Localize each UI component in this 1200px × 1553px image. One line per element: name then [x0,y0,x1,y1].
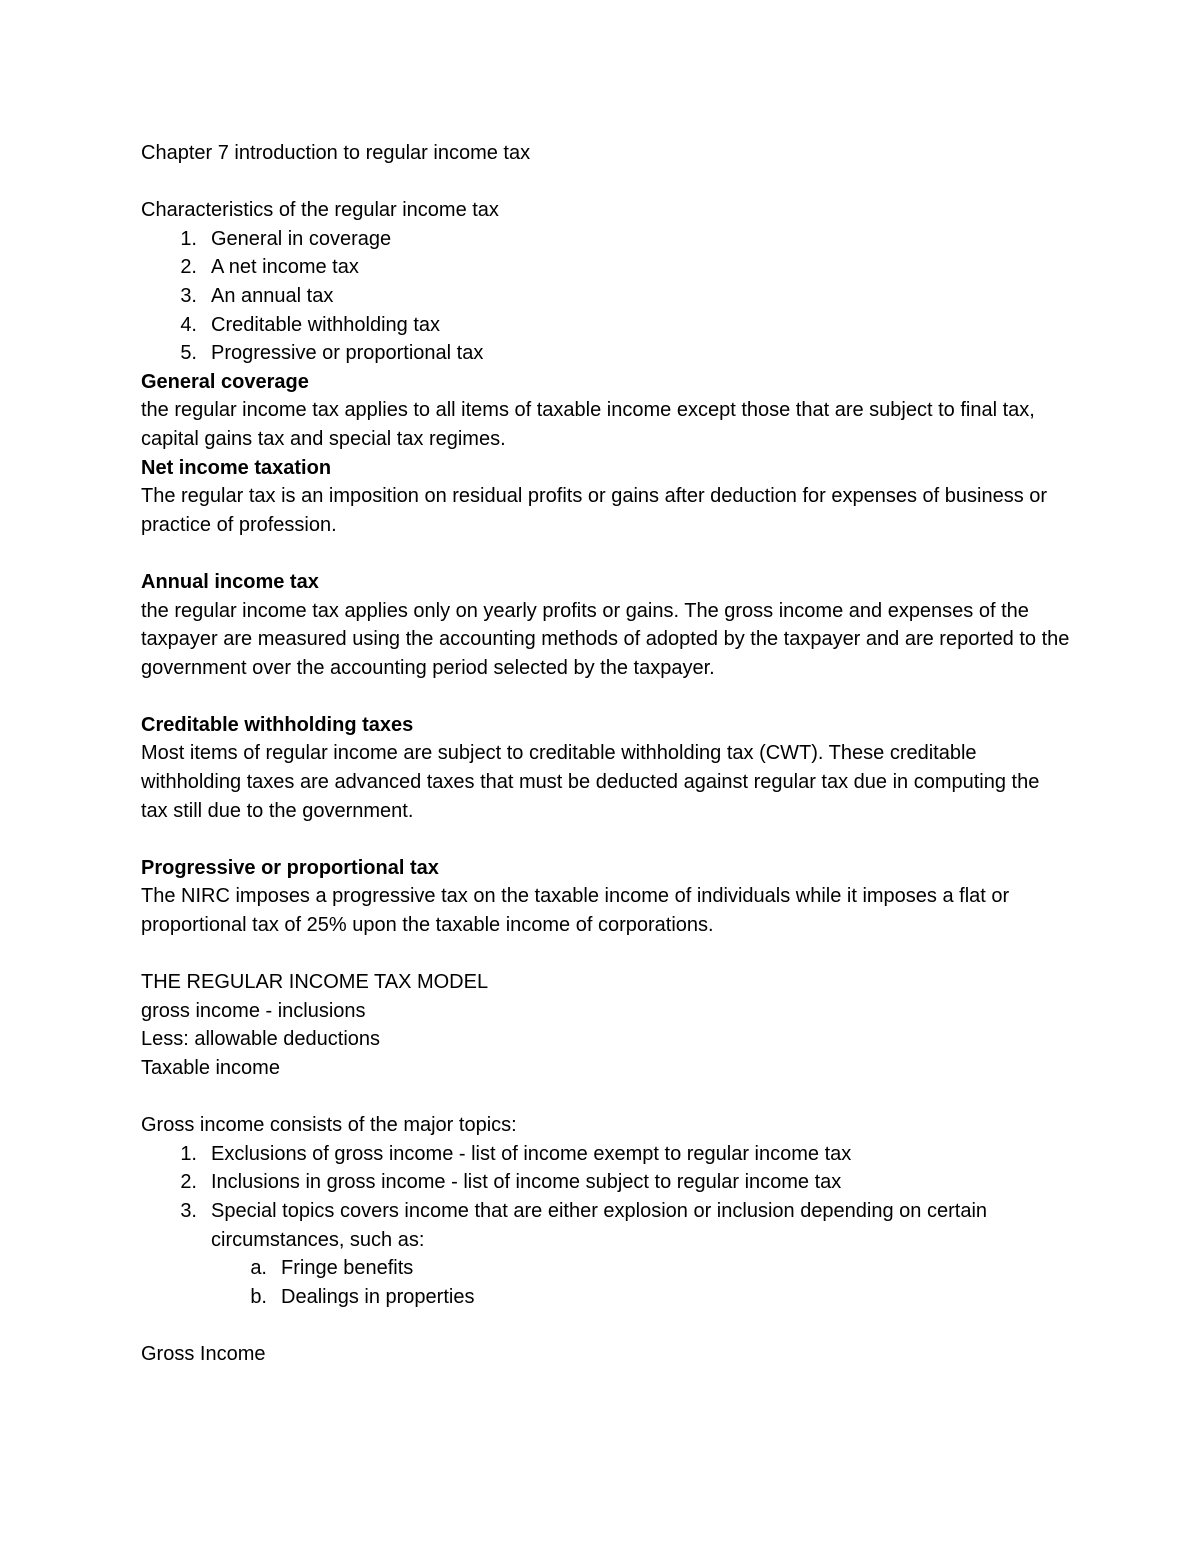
sub-list-letter: b. [250,1285,267,1308]
spacer [141,1083,1071,1112]
list-item-text: A net income tax [211,256,359,279]
spacer [141,940,1071,969]
characteristics-list [141,225,1071,368]
model-heading: THE REGULAR INCOME TAX MODEL [141,971,489,994]
sub-list-item [141,1283,1071,1312]
list-number: 3. [180,284,197,307]
list-number: 1. [180,1142,197,1165]
list-item-text: Progressive or proportional tax [211,342,484,365]
document-page [141,139,1071,1369]
spacer [141,682,1071,711]
list-item [141,282,1071,311]
spacer [141,168,1071,197]
list-item [141,1197,1071,1254]
spacer [141,539,1071,568]
model-line: gross income - inclusions [141,999,366,1022]
list-number: 3. [180,1199,197,1222]
list-number: 1. [180,227,197,250]
section-heading-progressive-tax: Progressive or proportional tax [141,856,439,879]
list-item-text: Special topics covers income that are either explosion or inclusion depending on certain circumstances, such as: [211,1199,988,1251]
spacer [141,1311,1071,1340]
section-body-creditable-withholding: Most items of regular income are subject to creditable withholding tax (CWT). These creditable withholding taxes are advanced taxes that must be deducted against regular tax due in computing the tax still due to the government. [141,742,1040,822]
list-item [141,1168,1071,1197]
section-heading-annual-income-tax: Annual income tax [141,570,319,593]
sub-list-letter: a. [250,1257,267,1280]
gross-topics-heading: Gross income consists of the major topics: [141,1114,517,1137]
list-number: 4. [180,313,197,336]
list-item [141,311,1071,340]
list-item [141,225,1071,254]
list-number: 2. [180,256,197,279]
list-item [141,339,1071,368]
list-item [141,253,1071,282]
section-body-net-income-taxation: The regular tax is an imposition on residual profits or gains after deduction for expenses of business or practice of profession. [141,485,1048,536]
section-heading-creditable-withholding: Creditable withholding taxes [141,713,414,736]
list-item-text: An annual tax [211,284,334,307]
list-number: 5. [180,342,197,365]
section-heading-net-income-taxation: Net income taxation [141,456,332,479]
list-item [141,1140,1071,1169]
list-item-text: Inclusions in gross income - list of income subject to regular income tax [211,1171,842,1194]
section-heading-general-coverage: General coverage [141,370,309,393]
sub-list-item-text: Fringe benefits [281,1257,414,1280]
characteristics-heading: Characteristics of the regular income tax [141,199,499,222]
spacer [141,825,1071,854]
list-item-text: Creditable withholding tax [211,313,441,336]
section-body-general-coverage: the regular income tax applies to all items of taxable income except those that are subject to final tax, capital gains tax and special tax regimes. [141,399,1035,450]
sub-list-item-text: Dealings in properties [281,1285,475,1308]
document-title: Chapter 7 introduction to regular income tax [141,142,531,164]
model-line: Taxable income [141,1057,280,1079]
section-body-annual-income-tax: the regular income tax applies only on yearly profits or gains. The gross income and expenses of the taxpayer are measured using the accounting methods of adopted by the taxpayer and are reported to the government over the accounting period selected by the taxpayer. [141,599,1070,679]
gross-topics-list [141,1140,1071,1312]
sub-list-item [141,1254,1071,1283]
section-body-progressive-tax: The NIRC imposes a progressive tax on the taxable income of individuals while it imposes a flat or proportional tax of 25% upon the taxable income of corporations. [141,885,1010,937]
final-heading: Gross Income [141,1342,266,1365]
model-line: Less: allowable deductions [141,1028,381,1051]
list-item-text: Exclusions of gross income - list of income exempt to regular income tax [211,1142,852,1165]
list-number: 2. [180,1171,197,1194]
list-item-text: General in coverage [211,227,392,250]
